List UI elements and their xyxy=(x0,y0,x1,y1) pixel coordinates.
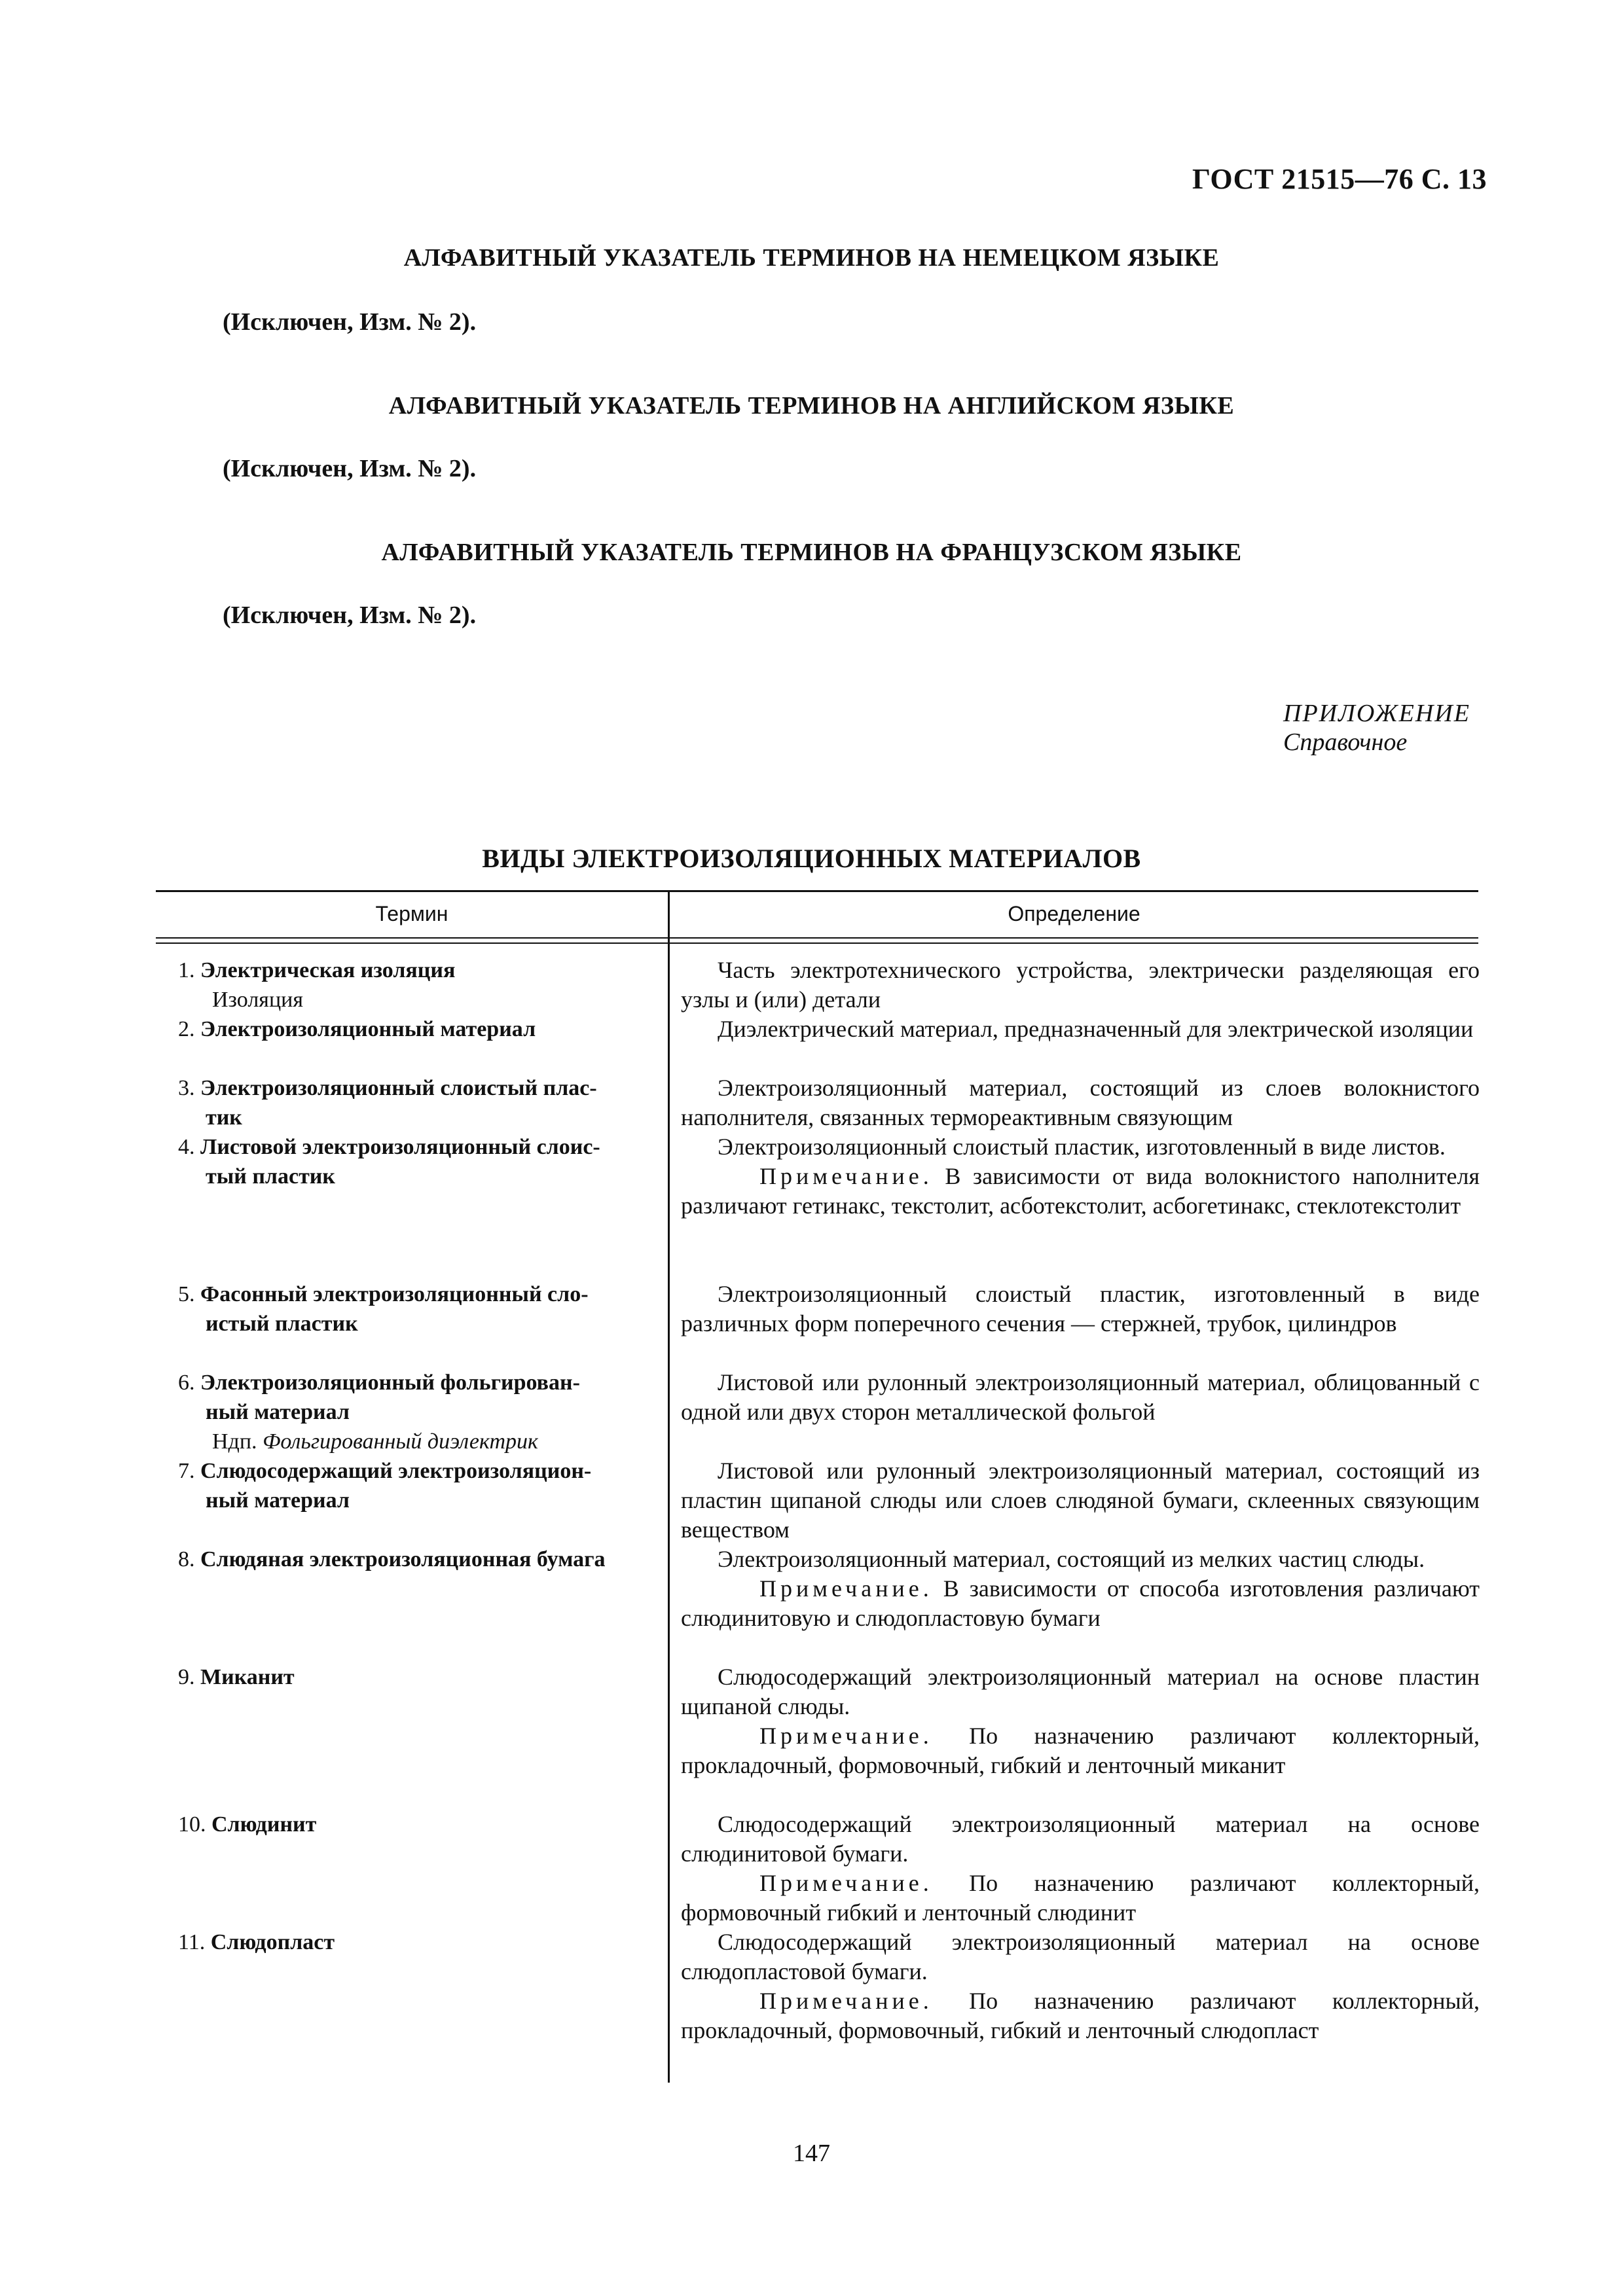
term-cell xyxy=(178,1810,663,1839)
term-name: Электроизоляционный материал xyxy=(200,1017,536,1041)
definition-text: Диэлектрический материал, предназначенный для электрической изоляции xyxy=(718,1016,1474,1042)
definition-text: Листовой или рулонный электроизоляционный материал, состоящий из пластин щипаной слюды или слоев слюдяной бумаги, склеенных связующим веществом xyxy=(681,1458,1480,1543)
definition-text: Слюдосодержащий электроизоляционный материал на основе слюдопластовой бумаги. xyxy=(681,1929,1480,1984)
section-title-french: АЛФАВИТНЫЙ УКАЗАТЕЛЬ ТЕРМИНОВ НА ФРАНЦУЗСКОМ ЯЗЫКЕ xyxy=(381,539,1242,566)
section-title-german: АЛФАВИТНЫЙ УКАЗАТЕЛЬ ТЕРМИНОВ НА НЕМЕЦКОМ ЯЗЫКЕ xyxy=(403,244,1220,272)
term-cell xyxy=(178,1073,663,1132)
definition-text: Электроизоляционный слоистый пластик, изготовленный в виде различных форм поперечного сечения — стержней, трубок, цилиндров xyxy=(681,1281,1480,1336)
term-name: Слюдосодержащий электроизоляцион- xyxy=(200,1459,592,1483)
definition-cell xyxy=(681,1662,1480,1780)
table-header-rule-1 xyxy=(156,937,1478,939)
term-cell xyxy=(178,1368,663,1456)
appendix-label: ПРИЛОЖЕНИЕ xyxy=(1283,700,1470,727)
term-name: Слюдяная электроизоляционная бумага xyxy=(200,1547,606,1571)
term-number: 8. xyxy=(178,1547,195,1571)
definition-text: Слюдосодержащий электроизоляционный материал на основе слюдинитовой бумаги. xyxy=(681,1811,1480,1867)
term-number: 2. xyxy=(178,1017,195,1041)
definition-cell xyxy=(681,956,1480,1014)
term-name-continued: тик xyxy=(206,1105,242,1130)
definition-note xyxy=(681,1162,1480,1221)
term-name-continued: истый пластик xyxy=(206,1312,358,1336)
term-number: 5. xyxy=(178,1282,195,1306)
term-number: 10. xyxy=(178,1812,206,1837)
term-name: Миканит xyxy=(200,1665,295,1689)
column-header-term: Термин xyxy=(375,902,448,925)
term-cell xyxy=(178,956,663,1014)
definition-text: Электроизоляционный слоистый пластик, изготовленный в виде листов. xyxy=(718,1134,1446,1160)
definition-note xyxy=(681,1869,1480,1928)
definition-cell xyxy=(681,1014,1480,1044)
definition-note xyxy=(681,1721,1480,1780)
definition-cell xyxy=(681,1928,1480,2045)
term-name: Слюдопласт xyxy=(210,1930,335,1954)
term-cell xyxy=(178,1928,663,1957)
definition-text: Электроизоляционный материал, состоящий из мелких частиц слюды. xyxy=(718,1546,1425,1572)
term-number: 9. xyxy=(178,1665,195,1689)
deprecated-term: Фольгированный диэлектрик xyxy=(263,1429,538,1454)
note-text: По назначению различают коллекторный, прокладочный, формовочный, гибкий и ленточный миканит xyxy=(681,1723,1480,1778)
definition-text: Листовой или рулонный электроизоляционный материал, облицованный с одной или двух сторон металлической фольгой xyxy=(681,1369,1480,1425)
term-cell xyxy=(178,1456,663,1515)
column-header-definition: Определение xyxy=(1008,902,1140,925)
definition-cell xyxy=(681,1132,1480,1221)
definition-note xyxy=(681,1574,1480,1633)
term-number: 4. xyxy=(178,1135,195,1159)
term-cell xyxy=(178,1132,663,1191)
definition-cell xyxy=(681,1456,1480,1545)
term-cell xyxy=(178,1545,663,1574)
deprecated-prefix: Ндп. xyxy=(212,1429,257,1454)
table-header-rule-2 xyxy=(156,942,1478,944)
term-number: 6. xyxy=(178,1371,195,1395)
definition-cell xyxy=(681,1545,1480,1633)
note-label: Примечание. xyxy=(759,1163,933,1189)
section-note-french: (Исключен, Изм. № 2). xyxy=(223,601,477,629)
note-label: Примечание. xyxy=(759,1988,933,2014)
term-number: 7. xyxy=(178,1459,195,1483)
term-number: 3. xyxy=(178,1076,195,1100)
page-number: 147 xyxy=(793,2140,830,2167)
note-label: Примечание. xyxy=(759,1575,933,1602)
section-note-english: (Исключен, Изм. № 2). xyxy=(223,455,477,482)
term-cell xyxy=(178,1662,663,1692)
section-title-english: АЛФАВИТНЫЙ УКАЗАТЕЛЬ ТЕРМИНОВ НА АНГЛИЙСКОМ ЯЗЫКЕ xyxy=(388,392,1235,420)
term-number: 1. xyxy=(178,958,195,982)
term-name: Слюдинит xyxy=(211,1812,317,1837)
note-label: Примечание. xyxy=(759,1870,933,1896)
note-text: В зависимости от способа изготовления различают слюдинитовую и слюдопластовую бумаги xyxy=(681,1575,1480,1631)
section-note-german: (Исключен, Изм. № 2). xyxy=(223,308,477,336)
term-number: 11. xyxy=(178,1930,206,1954)
definition-note xyxy=(681,1986,1480,2045)
term-cell xyxy=(178,1014,663,1044)
table-title: ВИДЫ ЭЛЕКТРОИЗОЛЯЦИОННЫХ МАТЕРИАЛОВ xyxy=(482,844,1141,873)
term-cell xyxy=(178,1280,663,1338)
term-deprecated xyxy=(178,1427,663,1456)
term-synonym: Изоляция xyxy=(212,988,303,1012)
definition-text: Электроизоляционный материал, состоящий из слоев волокнистого наполнителя, связанных термореактивным связующим xyxy=(681,1075,1480,1130)
definition-cell xyxy=(681,1368,1480,1427)
table-column-divider xyxy=(668,890,670,2083)
note-text: В зависимости от вида волокнистого наполнителя различают гетинакс, текстолит, асботекстолит, асбогетинакс, стеклотекстолит xyxy=(681,1163,1480,1219)
definition-text: Слюдосодержащий электроизоляционный материал на основе пластин щипаной слюды. xyxy=(681,1664,1480,1719)
table-top-rule xyxy=(156,890,1478,892)
document-header: ГОСТ 21515—76 С. 13 xyxy=(1192,163,1487,195)
term-name-continued: ный материал xyxy=(206,1488,350,1513)
appendix-type: Справочное xyxy=(1283,728,1408,756)
term-name-continued: ный материал xyxy=(206,1400,350,1424)
definition-cell xyxy=(681,1280,1480,1338)
definition-cell xyxy=(681,1073,1480,1132)
term-name: Листовой электроизоляционный слоис- xyxy=(200,1135,600,1159)
term-name: Электрическая изоляция xyxy=(200,958,456,982)
note-label: Примечание. xyxy=(759,1723,933,1749)
definition-text: Часть электротехнического устройства, электрически разделяющая его узлы и (или) детали xyxy=(681,957,1480,1013)
term-name-continued: тый пластик xyxy=(206,1164,335,1189)
note-text: По назначению различают коллекторный, прокладочный, формовочный, гибкий и ленточный слюдопласт xyxy=(681,1988,1480,2043)
definition-cell xyxy=(681,1810,1480,1928)
term-name: Электроизоляционный фольгирован- xyxy=(200,1371,580,1395)
term-name: Электроизоляционный слоистый плас- xyxy=(200,1076,597,1100)
note-text: По назначению различают коллекторный, формовочный гибкий и ленточный слюдинит xyxy=(681,1870,1480,1926)
term-name: Фасонный электроизоляционный сло- xyxy=(200,1282,589,1306)
